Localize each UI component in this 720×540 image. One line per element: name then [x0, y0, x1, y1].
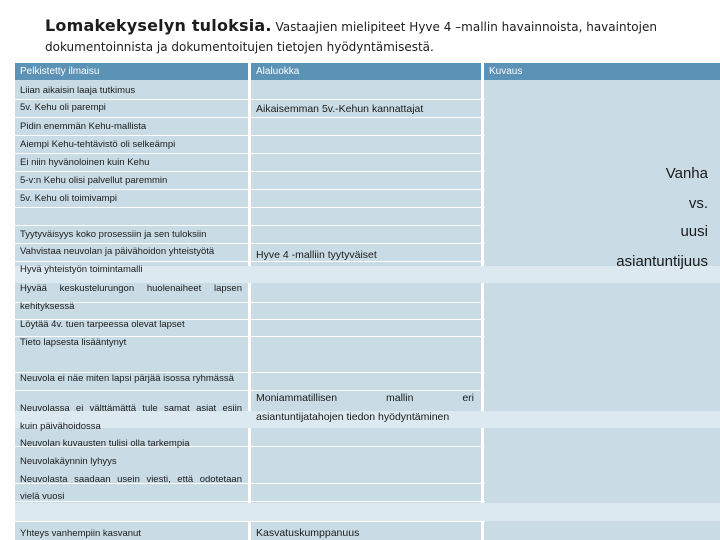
word: huolenaiheet — [146, 283, 202, 294]
title-rest-line1: Vastaajien mielipiteet Hyve 4 –mallin havainnoista, havaintojen — [275, 20, 657, 34]
description-line: vs. — [688, 195, 708, 212]
list-item: 5v. Kehu oli parempi — [20, 102, 106, 113]
list-item: Tieto lapsesta lisääntynyt — [20, 337, 127, 348]
row-divider — [15, 171, 485, 172]
description-line: uusi — [680, 223, 708, 240]
header-kuvaus: Kuvaus — [484, 63, 720, 80]
word: Hyvää — [20, 283, 47, 294]
subcategory: asiantuntijatahojen tiedon hyödyntäminen — [256, 411, 450, 423]
list-item: Vahvistaa neuvolan ja päivähoidon yhteistyötä — [20, 246, 215, 257]
row-divider — [15, 521, 485, 522]
subcategory-justified — [256, 392, 474, 405]
word: keskustelurungon — [59, 283, 135, 294]
table-band — [15, 503, 720, 521]
row-divider — [15, 99, 485, 100]
description-line: asiantuntijuus — [616, 253, 708, 270]
row-divider — [15, 117, 485, 118]
list-item: Hyvä yhteistyön toimintamalli — [20, 264, 143, 275]
row-divider — [15, 302, 485, 303]
row-divider — [15, 261, 485, 262]
row-divider — [15, 207, 485, 208]
subcategory: Kasvatuskumppanuus — [256, 527, 360, 539]
list-item: Neuvolakäynnin lyhyys — [20, 456, 117, 467]
list-item-justified — [20, 283, 242, 295]
row-divider — [15, 390, 485, 391]
list-item: Ei niin hyvänoloinen kuin Kehu — [20, 157, 150, 168]
subcategory: Aikaisemman 5v.-Kehun kannattajat — [256, 103, 424, 115]
slide-title — [45, 16, 710, 57]
column-3-bg — [484, 63, 720, 540]
list-item: Aiempi Kehu-tehtävistö oli selkeämpi — [20, 139, 176, 150]
results-table — [15, 63, 720, 540]
word: Moniammatillisen — [256, 392, 338, 404]
header-pelkistetty: Pelkistetty ilmaisu — [15, 63, 248, 80]
row-divider — [15, 153, 485, 154]
list-item: 5-v:n Kehu olisi palvellut paremmin — [20, 175, 168, 186]
list-item: Tyytyväisyys koko prosessiin ja sen tuloksiin — [20, 229, 207, 240]
list-item: Neuvolan kuvausten tulisi olla tarkempia — [20, 438, 190, 449]
list-item: Neuvolasta saadaan usein viesti, että odotetaan — [20, 474, 242, 485]
row-divider — [15, 501, 485, 502]
title-main: Lomakekyselyn tuloksia. — [45, 16, 272, 35]
description-line: Vanha — [665, 165, 708, 182]
list-item: 5v. Kehu oli toimivampi — [20, 193, 117, 204]
list-item: kuin päivähoidossa — [20, 421, 101, 432]
list-item: Pidin enemmän Kehu-mallista — [20, 121, 147, 132]
list-item: Liian aikaisin laaja tutkimus — [20, 85, 136, 96]
title-rest-line2: dokumentoinnista ja dokumentoitujen tietojen hyödyntämisestä. — [45, 40, 434, 54]
list-item: Neuvola ei näe miten lapsi pärjää isossa ryhmässä — [20, 373, 234, 384]
row-divider — [15, 225, 485, 226]
row-divider — [15, 189, 485, 190]
subcategory: Hyve 4 -malliin tyytyväiset — [256, 249, 377, 261]
list-item: kehityksessä — [20, 301, 75, 312]
header-alaluokka: Alaluokka — [251, 63, 481, 80]
list-item: Yhteys vanhempiin kasvanut — [20, 528, 141, 539]
word: mallin — [386, 392, 414, 404]
word: lapsen — [213, 283, 242, 294]
row-divider — [15, 135, 485, 136]
list-item: Neuvolassa ei välttämättä tule samat asiat esiin — [20, 403, 242, 414]
list-item: vielä vuosi — [20, 491, 65, 502]
word: eri — [462, 392, 474, 404]
list-item: Löytää 4v. tuen tarpeessa olevat lapset — [20, 319, 185, 330]
row-divider — [15, 243, 485, 244]
